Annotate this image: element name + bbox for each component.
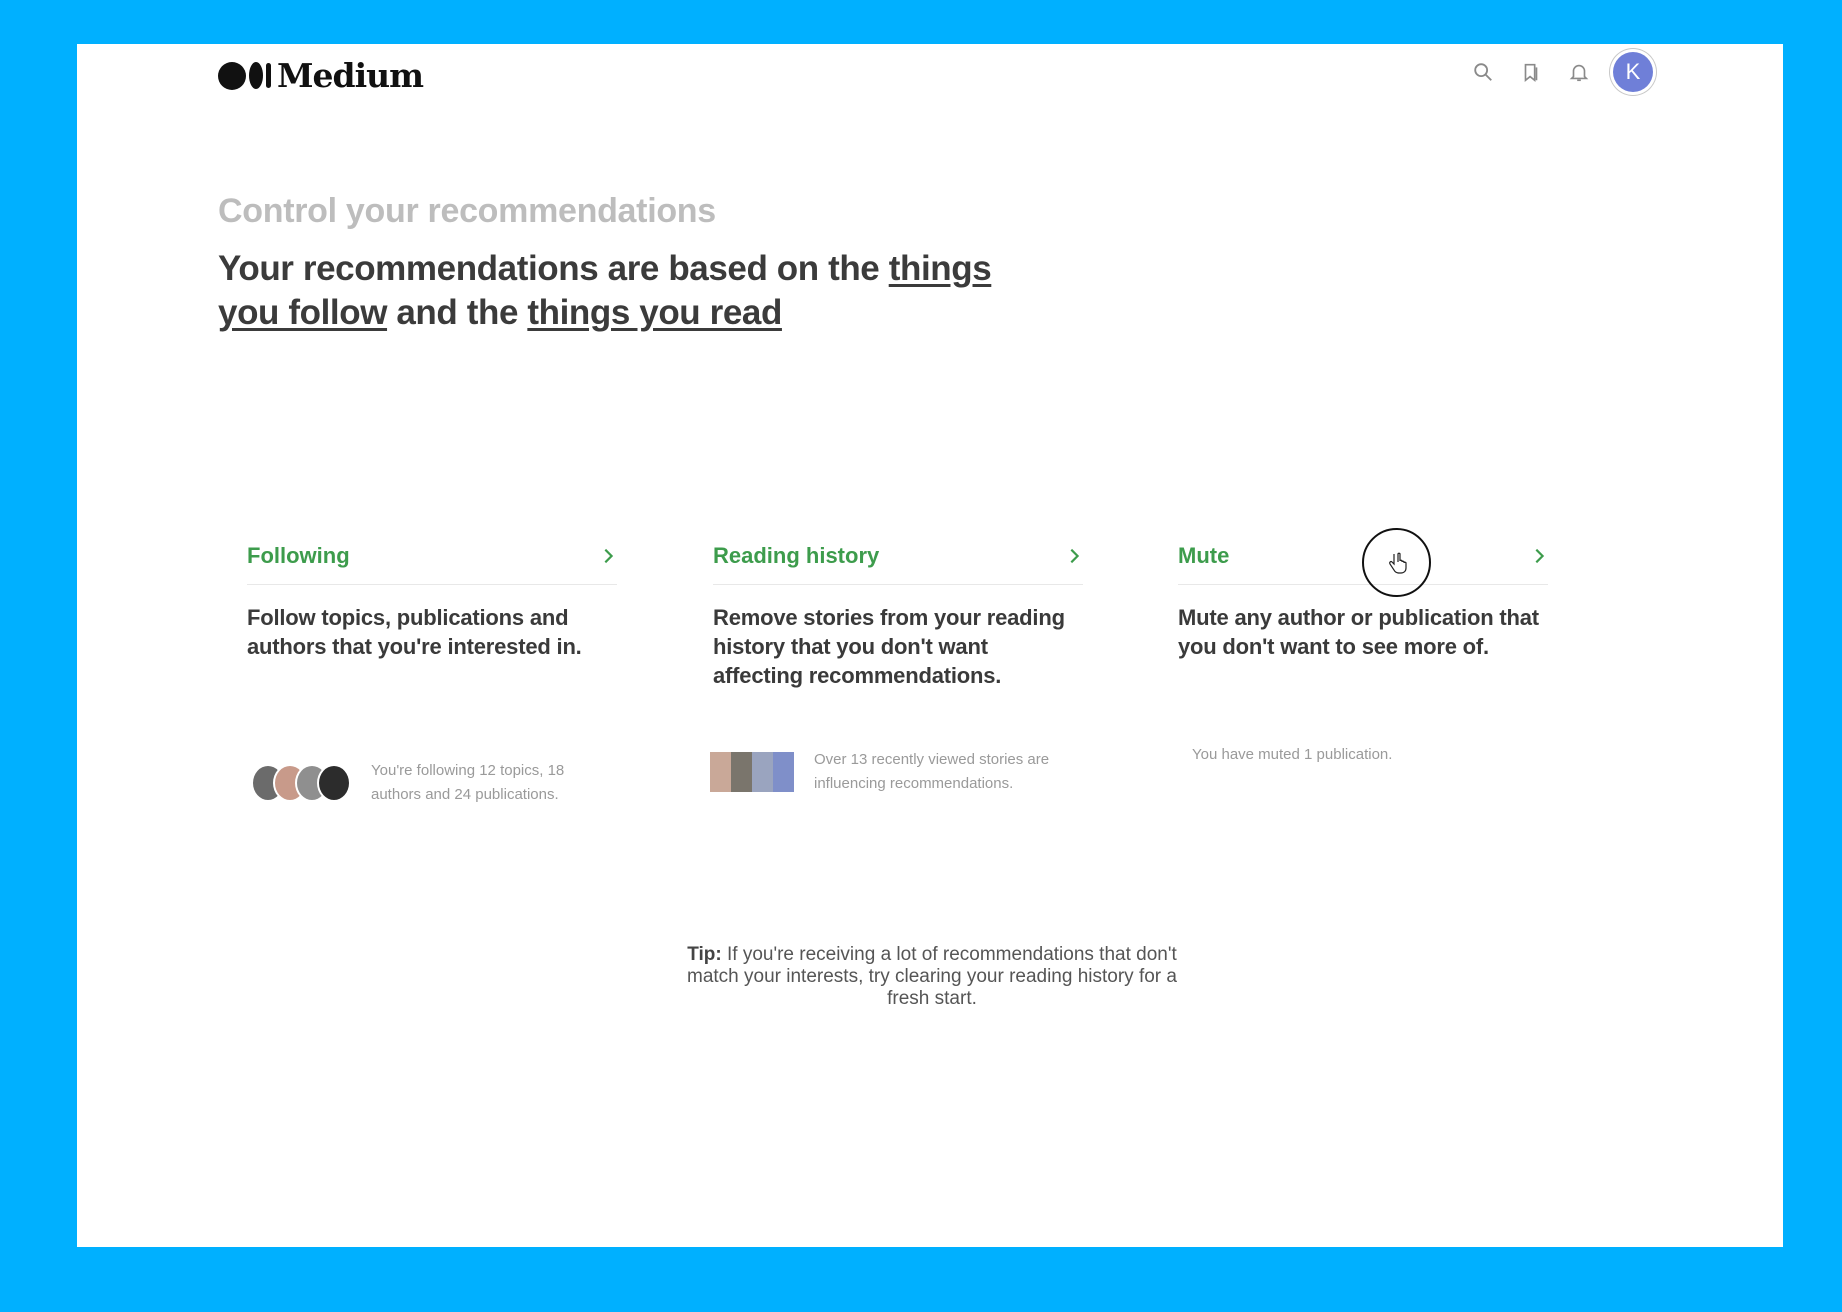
following-card[interactable]: [247, 534, 617, 803]
reading-history-summary: [710, 748, 1090, 796]
reading-history-title[interactable]: Reading history: [713, 543, 880, 568]
followed-avatars: [251, 764, 351, 802]
medium-logo[interactable]: [218, 56, 423, 95]
reading-history-card[interactable]: [713, 534, 1083, 792]
medium-logo-text: Medium: [277, 56, 424, 95]
following-summary: [251, 759, 611, 807]
header-actions: [1469, 52, 1653, 92]
things-you-follow-link[interactable]: things you follow: [218, 249, 992, 332]
reading-history-card-header[interactable]: [713, 534, 1083, 585]
headline-text-2: and the: [387, 293, 528, 332]
following-card-header[interactable]: [247, 534, 617, 585]
hand-pointer-icon: [1387, 552, 1407, 574]
tip-label: Tip:: [687, 944, 722, 965]
tip-text: [677, 944, 1187, 1010]
chevron-right-icon: [1065, 547, 1083, 565]
following-description: Follow topics, publications and authors that you're interested in.: [247, 605, 582, 659]
reading-history-description: Remove stories from your reading history that you don't want affecting recommendations.: [713, 605, 1065, 688]
bell-icon[interactable]: [1565, 58, 1593, 86]
story-thumbnail: [773, 752, 794, 792]
search-icon[interactable]: [1469, 58, 1497, 86]
page-subtitle: Control your recommendations: [218, 192, 716, 230]
things-you-read-link[interactable]: things you read: [527, 293, 782, 332]
reading-history-summary-text: Over 13 recently viewed stories are influencing recommendations.: [814, 751, 1050, 792]
following-summary-text: You're following 12 topics, 18 authors and 24 publications.: [371, 762, 565, 803]
cursor-highlight: [1362, 528, 1431, 597]
medium-logo-mark-icon: [218, 62, 271, 90]
mute-summary-text: You have muted 1 publication.: [1192, 746, 1393, 763]
tip-body: If you're receiving a lot of recommendations that don't match your interests, try clearing your reading history for a fresh start.: [687, 944, 1177, 1009]
mute-title[interactable]: Mute: [1178, 543, 1230, 568]
avatar: [317, 764, 351, 802]
bookmarks-icon[interactable]: [1517, 58, 1545, 86]
mute-description: Mute any author or publication that you don't want to see more of.: [1178, 605, 1539, 659]
headline-text-1: Your recommendations are based on the: [218, 249, 889, 288]
story-thumbnail: [710, 752, 731, 792]
chevron-right-icon: [1530, 547, 1548, 565]
browser-page: [77, 44, 1783, 1247]
story-thumbnail: [752, 752, 773, 792]
mute-summary: [1192, 743, 1552, 767]
recent-story-thumbnails: [710, 752, 794, 792]
chevron-right-icon: [599, 547, 617, 565]
page-title: [218, 247, 1018, 335]
avatar[interactable]: K: [1613, 52, 1653, 92]
story-thumbnail: [731, 752, 752, 792]
following-title[interactable]: Following: [247, 543, 350, 568]
